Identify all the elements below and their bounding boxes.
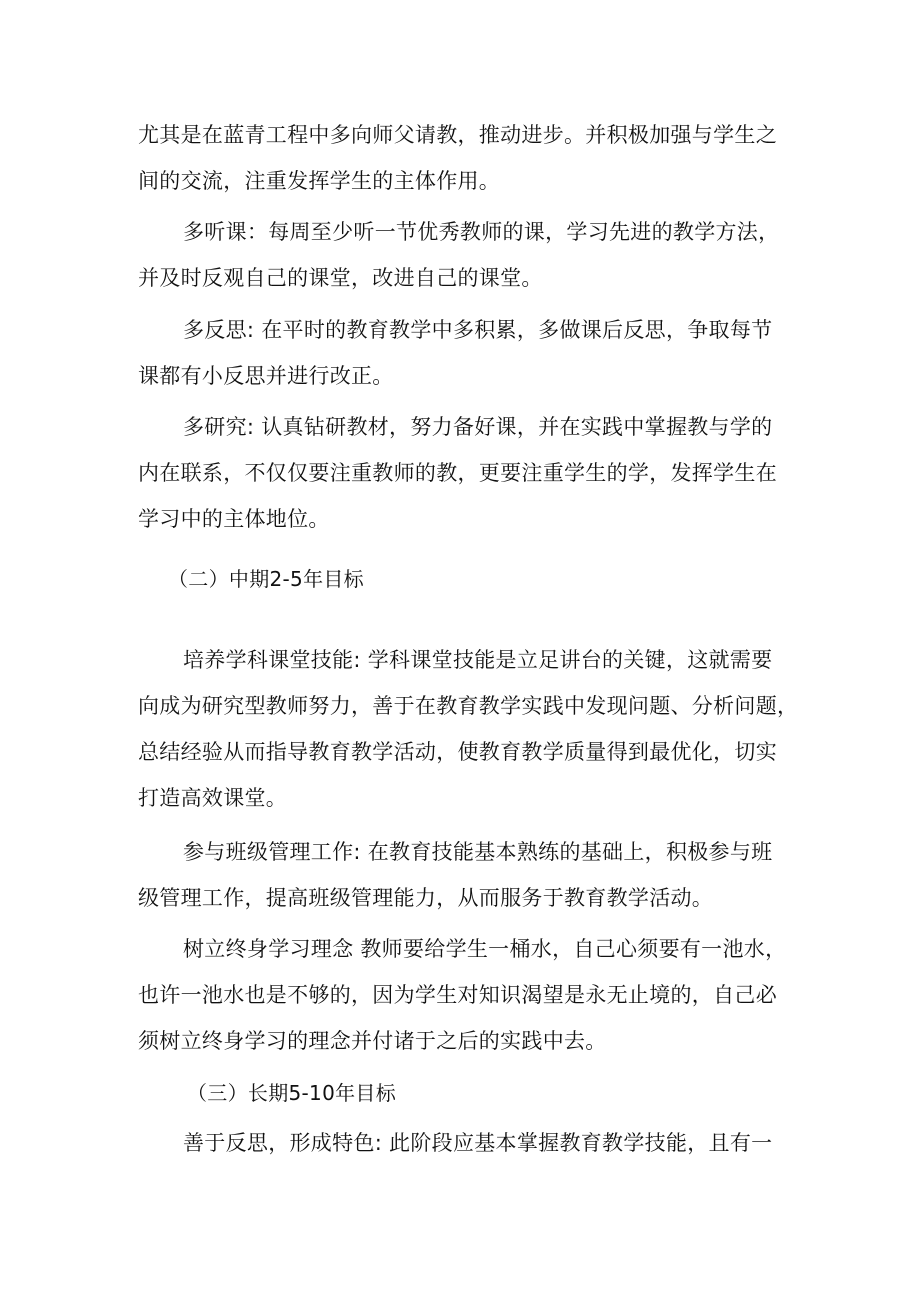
paragraph-line: 树立终身学习理念 教师要给学生一桶水，自己心须要有一池水， (183, 937, 787, 961)
paragraph-line: 也许一池水也是不够的，因为学生对知识渴望是永无止境的，自己必 (138, 983, 777, 1007)
paragraph-line: 须树立终身学习的理念并付诸于之后的实践中去。 (138, 1029, 607, 1053)
paragraph-line: 内在联系，不仅仅要注重教师的教，更要注重学生的学，发挥学生在 (138, 461, 777, 485)
paragraph-line: 尤其是在蓝青工程中多向师父请教，推动进步。并积极加强与学生之 (138, 123, 777, 147)
paragraph-line: 打造高效课堂。 (138, 786, 288, 810)
paragraph-line: 级管理工作，提高班级管理能力，从而服务于教育教学活动。 (138, 886, 714, 910)
paragraph-line: 总结经验从而指导教育教学活动，使教育教学质量得到最优化，切实 (138, 740, 777, 764)
section-heading: （二）中期2-5年目标 (168, 567, 364, 591)
paragraph-line: 间的交流，注重发挥学生的主体作用。 (138, 169, 501, 193)
paragraph-line: 课都有小反思并进行改正。 (138, 364, 394, 388)
paragraph-line: 善于反思，形成特色: 此阶段应基本掌握教育教学技能，且有一 (183, 1131, 773, 1155)
paragraph-line: 向成为研究型教师努力，善于在教育教学实践中发现问题、分析问题， (138, 694, 799, 718)
paragraph-line: 多研究: 认真钻研教材，努力备好课，并在实践中掌握教与学的 (183, 415, 773, 439)
paragraph-line: 学习中的主体地位。 (138, 507, 330, 531)
paragraph-line: 并及时反观自己的课堂，改进自己的课堂。 (138, 266, 543, 290)
paragraph-line: 多反思: 在平时的教育教学中多积累，多做课后反思，争取每节 (183, 318, 773, 342)
paragraph-line: 多听课：每周至少听一节优秀教师的课，学习先进的教学方法， (183, 220, 780, 244)
paragraph-line: 参与班级管理工作: 在教育技能基本熟练的基础上，积极参与班 (183, 840, 773, 864)
section-heading: （三）长期5-10年目标 (187, 1081, 396, 1105)
paragraph-line: 培养学科课堂技能: 学科课堂技能是立足讲台的关键，这就需要 (183, 648, 773, 672)
